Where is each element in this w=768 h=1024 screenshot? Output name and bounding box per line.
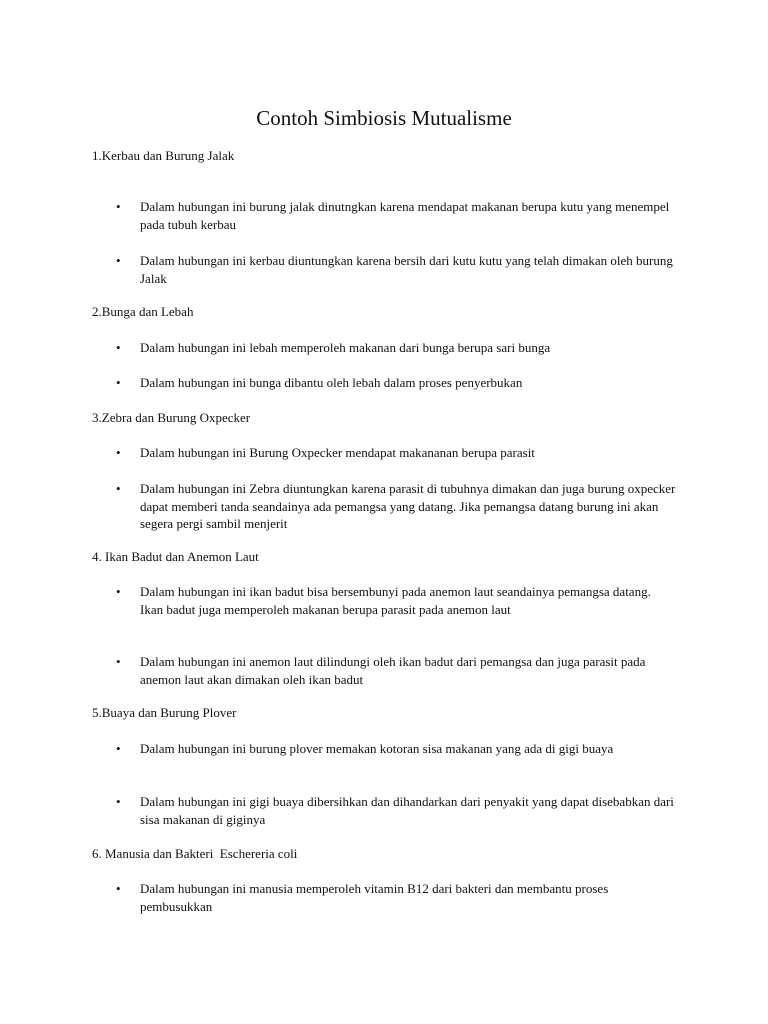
list-item: [116, 339, 676, 357]
section-heading-5: 5.Buaya dan Burung Plover: [92, 705, 237, 720]
bullet-icon: •: [116, 794, 121, 809]
list-item: [116, 583, 676, 618]
list-item-text: Dalam hubungan ini Zebra diuntungkan karena parasit di tubuhnya dimakan dan juga burung oxpecker dapat memberi tanda seandainya ada pemangsa yang datang. Jika pemangsa datang burung ini akan segera pergi sambil menjerit: [140, 481, 676, 531]
bullet-icon: •: [116, 199, 121, 214]
bullet-icon: •: [116, 654, 121, 669]
list-item: [116, 653, 676, 688]
bullet-icon: •: [116, 481, 121, 496]
page-title: Contoh Simbiosis Mutualisme: [256, 106, 512, 130]
list-item-text: Dalam hubungan ini manusia memperoleh vitamin B12 dari bakteri dan membantu proses pembusukkan: [140, 881, 609, 914]
list-item: [116, 444, 676, 462]
list-item: [116, 198, 676, 233]
bullet-icon: •: [116, 881, 121, 896]
list-item-text: Dalam hubungan ini anemon laut dilindungi oleh ikan badut dari pemangsa dan juga parasit pada anemon laut akan dimakan oleh ikan badut: [140, 654, 646, 687]
list-item: [116, 374, 676, 392]
section-heading-1: 1.Kerbau dan Burung Jalak: [92, 148, 235, 163]
list-item-text: Dalam hubungan ini ikan badut bisa bersembunyi pada anemon laut seandainya pemangsa datang. Ikan badut juga memperoleh makanan berupa parasit pada anemon laut: [140, 584, 651, 617]
section-heading-4: 4. Ikan Badut dan Anemon Laut: [92, 549, 259, 564]
list-item-text: Dalam hubungan ini burung plover memakan kotoran sisa makanan yang ada di gigi buaya: [140, 741, 614, 756]
section-heading-2: 2.Bunga dan Lebah: [92, 304, 194, 319]
list-item: [116, 793, 676, 828]
list-item-text: Dalam hubungan ini kerbau diuntungkan karena bersih dari kutu kutu yang telah dimakan oleh burung Jalak: [140, 253, 673, 286]
list-item: [116, 252, 676, 287]
bullet-icon: •: [116, 741, 121, 756]
bullet-icon: •: [116, 445, 121, 460]
bullet-icon: •: [116, 584, 121, 599]
list-item: [116, 880, 676, 915]
list-item-text: Dalam hubungan ini lebah memperoleh makanan dari bunga berupa sari bunga: [140, 340, 551, 355]
bullet-icon: •: [116, 253, 121, 268]
section-heading-6: 6. Manusia dan Bakteri Eschereria coli: [92, 846, 298, 861]
bullet-icon: •: [116, 375, 121, 390]
section-heading-3: 3.Zebra dan Burung Oxpecker: [92, 410, 251, 425]
list-item: [116, 480, 676, 533]
list-item-text: Dalam hubungan ini gigi buaya dibersihkan dan dihandarkan dari penyakit yang dapat disebabkan dari sisa makanan di giginya: [140, 794, 674, 827]
bullet-icon: •: [116, 340, 121, 355]
list-item: [116, 740, 676, 758]
list-item-text: Dalam hubungan ini burung jalak dinutngkan karena mendapat makanan berupa kutu yang menempel pada tubuh kerbau: [140, 199, 670, 232]
list-item-text: Dalam hubungan ini bunga dibantu oleh lebah dalam proses penyerbukan: [140, 375, 523, 390]
list-item-text: Dalam hubungan ini Burung Oxpecker mendapat makananan berupa parasit: [140, 445, 535, 460]
